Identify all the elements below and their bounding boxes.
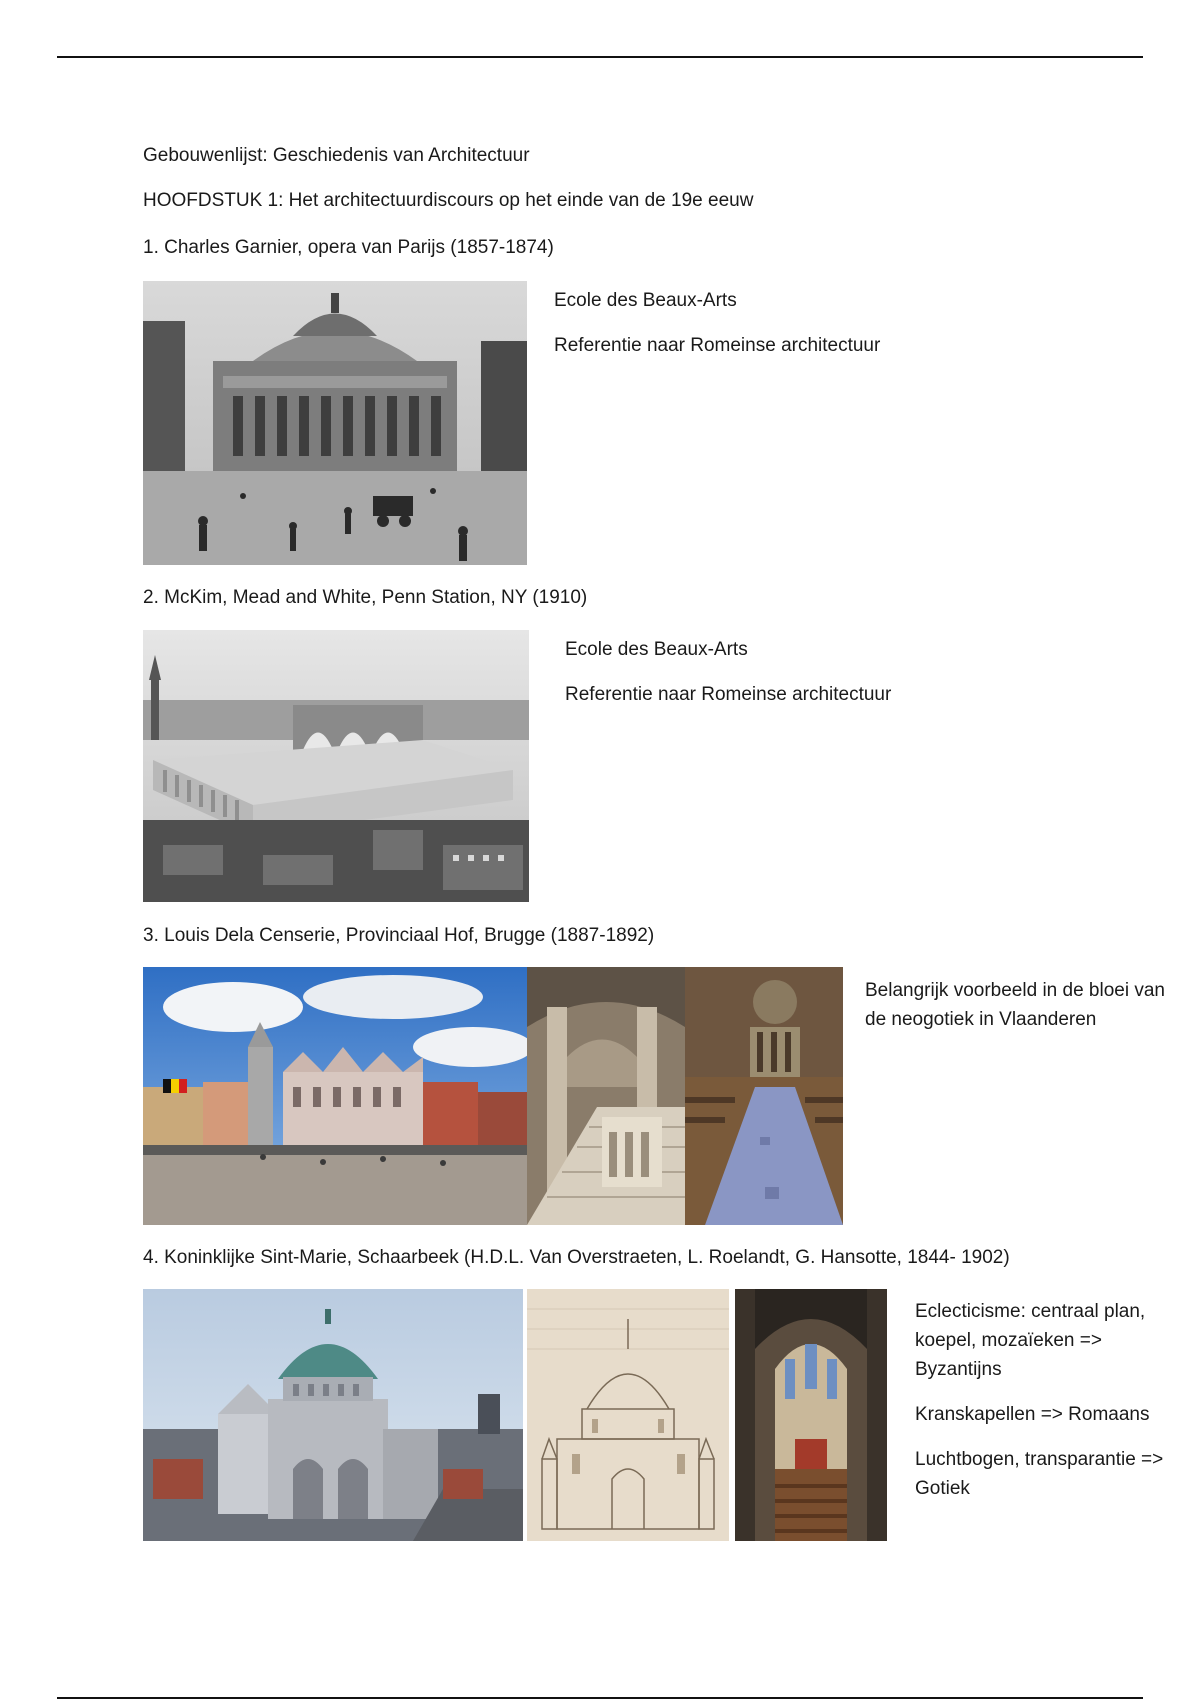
entry-4-note-2: Kranskapellen => Romaans <box>915 1404 1150 1425</box>
sint-marie-interior-photo <box>735 1289 887 1541</box>
bottom-rule <box>57 1697 1143 1699</box>
opera-garnier-photo <box>143 281 527 565</box>
entry-4-notes <box>915 1297 1165 1519</box>
sint-marie-exterior-photo <box>143 1289 523 1541</box>
entry-1-notes <box>554 286 1154 376</box>
entry-4-note-3: Luchtbogen, transparantie => Gotiek <box>915 1449 1164 1499</box>
entry-4-heading: 4. Koninklijke Sint-Marie, Schaarbeek (H.D.L. Van Overstraeten, L. Roelandt, G. Hansotte, 1844- 1902) <box>143 1247 1010 1268</box>
entry-4-note-1: Eclecticisme: centraal plan, koepel, mozaïeken => Byzantijns <box>915 1301 1146 1380</box>
chapter-heading: HOOFDSTUK 1: Het architectuurdiscours op het einde van de 19e eeuw <box>143 190 754 211</box>
entry-2-note-2: Referentie naar Romeinse architectuur <box>565 684 892 705</box>
provinciaal-hof-hall-photo <box>685 967 843 1225</box>
entry-1-note-1: Ecole des Beaux-Arts <box>554 290 737 311</box>
provinciaal-hof-staircase-photo <box>527 967 685 1225</box>
entry-2-note-1: Ecole des Beaux-Arts <box>565 639 748 660</box>
entry-3-heading: 3. Louis Dela Censerie, Provinciaal Hof, Brugge (1887-1892) <box>143 925 655 946</box>
document-title: Gebouwenlijst: Geschiedenis van Architectuur <box>143 145 530 166</box>
entry-2-heading: 2. McKim, Mead and White, Penn Station, NY (1910) <box>143 587 588 608</box>
entry-1-heading: 1. Charles Garnier, opera van Parijs (1857-1874) <box>143 237 554 258</box>
entry-3-notes <box>865 976 1165 1050</box>
entry-1-note-2: Referentie naar Romeinse architectuur <box>554 335 881 356</box>
provinciaal-hof-exterior-photo <box>143 967 527 1225</box>
sint-marie-drawing-photo <box>527 1289 729 1541</box>
top-rule <box>57 56 1143 58</box>
penn-station-photo <box>143 630 529 902</box>
entry-3-note-1: Belangrijk voorbeeld in de bloei van de neogotiek in Vlaanderen <box>865 980 1165 1030</box>
entry-2-notes <box>565 635 1165 725</box>
